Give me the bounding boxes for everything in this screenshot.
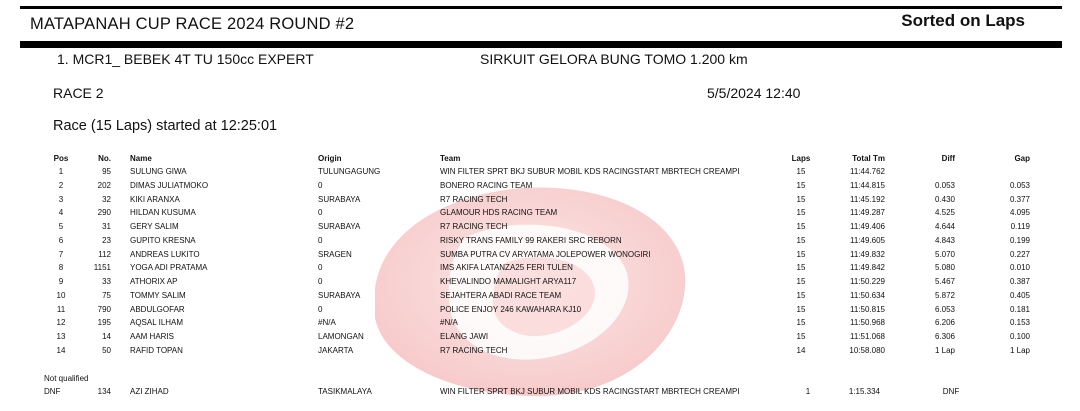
cell-laps: 15 [796, 235, 806, 245]
cell-no: 1151 [93, 263, 111, 273]
cell-gap: 0.181 [1009, 304, 1030, 314]
cell-origin: SRAGEN [318, 249, 352, 259]
cell-team: #N/A [440, 318, 458, 328]
cell-diff: DNF [942, 387, 960, 396]
cell-laps: 15 [796, 277, 806, 286]
cell-diff: 5.467 [934, 277, 955, 286]
col-name: Name [130, 154, 152, 163]
cell-pos: 4 [58, 208, 64, 218]
cell-name: ABDULGOFAR [130, 304, 185, 314]
cell-team: WIN FILTER SPRT BKJ SUBUR MOBIL KDS RACINGSTART MBRTECH CREAMPI [440, 167, 740, 176]
cell-total: 11:44.815 [850, 180, 885, 190]
cell-total: 11:51.068 [850, 332, 885, 341]
table-row [0, 222, 1080, 236]
table-row [0, 305, 1080, 319]
cell-diff: 1 Lap [934, 345, 955, 355]
cell-pos: 13 [56, 332, 66, 341]
cell-name: HILDAN KUSUMA [130, 208, 196, 218]
cell-origin: SURABAYA [318, 194, 361, 204]
table-row [0, 250, 1080, 264]
cell-no: 23 [102, 235, 111, 245]
cell-pos: 11 [56, 304, 66, 314]
sort-label: Sorted on Laps [901, 11, 1025, 30]
cell-laps: 15 [796, 194, 806, 204]
table-row [0, 332, 1080, 346]
cell-diff: 5.070 [934, 249, 955, 259]
cell-no: 50 [102, 345, 111, 355]
cell-laps: 14 [796, 345, 806, 355]
table-row [0, 277, 1080, 291]
cell-gap: 0.405 [1009, 290, 1030, 300]
cell-team: WIN FILTER SPRT BKJ SUBUR MOBIL KDS RACINGSTART MBRTECH CREAMPI [440, 387, 740, 396]
cell-pos: 2 [58, 180, 64, 190]
cell-team: RISKY TRANS FAMILY 99 RAKERI SRC REBORN [440, 235, 622, 245]
cell-team: BONERO RACING TEAM [440, 180, 533, 190]
cell-origin: LAMONGAN [318, 332, 364, 341]
cell-no: 134 [97, 387, 111, 396]
table-row [0, 291, 1080, 305]
cell-laps: 15 [796, 249, 806, 259]
cell-pos: 5 [58, 222, 64, 231]
results-table-body [0, 167, 1080, 360]
race-started: Race (15 Laps) started at 12:25:01 [53, 118, 278, 134]
cell-name: KIKI ARANXA [130, 194, 180, 204]
table-row [0, 318, 1080, 332]
cell-gap: 0.119 [1010, 222, 1030, 231]
cell-name: AZI ZIHAD [130, 387, 169, 396]
cell-laps: 15 [796, 180, 806, 190]
cell-no: 112 [98, 249, 111, 259]
cell-team: SEJAHTERA ABADI RACE TEAM [440, 290, 562, 300]
cell-total: 11:50.229 [850, 277, 885, 286]
top-rule [20, 6, 1062, 9]
cell-gap: 4.095 [1009, 208, 1030, 218]
cell-total: 11:50.815 [850, 304, 885, 314]
cell-pos: 7 [58, 249, 64, 259]
cell-total: 11:50.634 [850, 290, 885, 300]
cell-origin: SURABAYA [318, 222, 361, 231]
cell-team: GLAMOUR HDS RACING TEAM [440, 208, 558, 218]
cell-laps: 15 [796, 290, 806, 300]
cell-no: 202 [97, 180, 111, 190]
cell-diff: 6.306 [934, 332, 955, 341]
cell-diff: 4.525 [934, 208, 955, 218]
table-row [0, 208, 1080, 222]
cell-total: 11:49.842 [850, 263, 885, 273]
cell-no: 195 [97, 318, 111, 328]
cell-no: 14 [102, 332, 111, 341]
cell-team: R7 RACING TECH [440, 345, 508, 355]
cell-diff: 0.053 [934, 180, 955, 190]
cell-pos: 9 [58, 277, 64, 286]
cell-no: 33 [102, 277, 111, 286]
cell-no: 95 [102, 167, 111, 176]
cell-laps: 15 [796, 263, 806, 273]
cell-name: YOGA ADI PRATAMA [130, 263, 208, 273]
table-row [0, 195, 1080, 209]
cell-total: 11:50.968 [850, 318, 885, 328]
col-total: Total Tm [852, 154, 885, 163]
col-gap: Gap [1014, 154, 1030, 163]
cell-origin: 0 [318, 277, 323, 286]
cell-team: SUMBA PUTRA CV ARYATAMA JOLEPOWER WONOGIRI [440, 249, 651, 259]
cell-diff: 4.644 [934, 222, 955, 231]
cell-name: RAFID TOPAN [130, 345, 183, 355]
cell-total: 11:49.406 [850, 222, 885, 231]
table-row [0, 263, 1080, 277]
results-table-header [0, 154, 1080, 166]
track-info: SIRKUIT GELORA BUNG TOMO 1.200 km [480, 51, 748, 67]
cell-name: SULUNG GIWA [130, 167, 187, 176]
cell-origin: 0 [318, 180, 323, 190]
table-row [0, 167, 1080, 181]
cell-pos: 1 [58, 167, 64, 176]
cell-name: ATHORIX AP [130, 277, 178, 286]
cell-name: DIMAS JULIATMOKO [130, 180, 209, 190]
cell-total: 11:49.605 [850, 235, 885, 245]
cell-pos: 12 [56, 318, 66, 328]
event-title: MATAPANAH CUP RACE 2024 ROUND #2 [30, 15, 355, 33]
class-line: 1. MCR1_ BEBEK 4T TU 150cc EXPERT [57, 51, 314, 67]
cell-diff: 6.206 [934, 318, 955, 328]
cell-gap: 1 Lap [1009, 345, 1030, 355]
cell-origin: SURABAYA [318, 290, 361, 300]
cell-gap: 0.100 [1009, 332, 1030, 341]
cell-pos: 6 [58, 235, 64, 245]
table-row [0, 236, 1080, 250]
cell-diff: 5.080 [934, 263, 955, 273]
cell-laps: 15 [796, 167, 806, 176]
cell-total: 11:49.832 [850, 249, 885, 259]
cell-diff: 6.053 [934, 304, 955, 314]
cell-no: 290 [97, 208, 111, 218]
col-diff: Diff [941, 154, 955, 163]
col-laps: Laps [791, 154, 811, 163]
cell-pos: 8 [58, 263, 64, 273]
cell-pos: 3 [58, 194, 64, 204]
col-origin: Origin [318, 154, 342, 163]
cell-origin: TASIKMALAYA [318, 387, 372, 396]
cell-no: 32 [102, 194, 111, 204]
col-team: Team [440, 154, 461, 163]
cell-origin: 0 [318, 235, 323, 245]
cell-name: TOMMY SALIM [130, 290, 186, 300]
cell-laps: 15 [796, 222, 806, 231]
cell-name: AQSAL ILHAM [130, 318, 184, 328]
cell-name: GUPITO KRESNA [130, 235, 196, 245]
cell-team: KHEVALINDO MAMALIGHT ARYA117 [440, 277, 577, 286]
cell-laps: 15 [796, 304, 806, 314]
cell-gap: 0.377 [1009, 194, 1030, 204]
cell-name: GERY SALIM [130, 222, 179, 231]
cell-gap: 0.199 [1009, 235, 1030, 245]
cell-no: 31 [102, 222, 111, 231]
col-no: No. [98, 154, 111, 163]
cell-total: 11:45.192 [850, 194, 885, 204]
cell-diff: 5.872 [934, 290, 955, 300]
cell-total: 11:49.287 [850, 208, 885, 218]
cell-gap: 0.010 [1009, 263, 1030, 273]
cell-gap: 0.387 [1009, 277, 1030, 286]
cell-laps: 15 [796, 208, 806, 218]
header-band [20, 41, 1062, 48]
cell-total: 10:58.080 [849, 345, 885, 355]
cell-pos: 14 [56, 345, 66, 355]
cell-origin: 0 [318, 304, 323, 314]
cell-laps: 15 [796, 332, 806, 341]
cell-team: POLICE ENJOY 246 KAWAHARA KJ10 [440, 304, 582, 314]
cell-diff: 4.843 [934, 235, 955, 245]
cell-no: 75 [102, 290, 111, 300]
cell-name: ANDREAS LUKITO [130, 249, 200, 259]
cell-team: ELANG JAWI [440, 332, 489, 341]
cell-origin: #N/A [318, 318, 336, 328]
col-pos: Pos [53, 154, 69, 163]
cell-origin: JAKARTA [318, 345, 354, 355]
cell-pos: 10 [56, 290, 66, 300]
cell-team: R7 RACING TECH [440, 222, 508, 231]
not-qualified-label: Not qualified [44, 374, 89, 383]
cell-total: 11:44.762 [850, 167, 885, 176]
cell-laps: 1 [805, 387, 811, 396]
cell-gap: 0.053 [1009, 180, 1030, 190]
cell-name: AAM HARIS [130, 332, 175, 341]
cell-origin: 0 [318, 263, 323, 273]
race-datetime: 5/5/2024 12:40 [707, 85, 801, 101]
table-row [0, 346, 1080, 360]
cell-diff: 0.430 [934, 194, 955, 204]
cell-laps: 15 [796, 318, 806, 328]
table-row-dnf [0, 387, 1080, 401]
cell-team: IMS AKIFA LATANZA25 FERI TULEN [440, 263, 573, 273]
cell-gap: 0.153 [1009, 318, 1030, 328]
race-label: RACE 2 [53, 85, 104, 101]
cell-total: 1:15.334 [848, 387, 880, 396]
cell-origin: 0 [318, 208, 323, 218]
cell-origin: TULUNGAGUNG [318, 167, 381, 176]
table-row [0, 181, 1080, 195]
cell-gap: 0.227 [1009, 249, 1030, 259]
cell-team: R7 RACING TECH [440, 194, 508, 204]
cell-no: 790 [97, 304, 111, 314]
cell-pos: DNF [44, 387, 61, 396]
